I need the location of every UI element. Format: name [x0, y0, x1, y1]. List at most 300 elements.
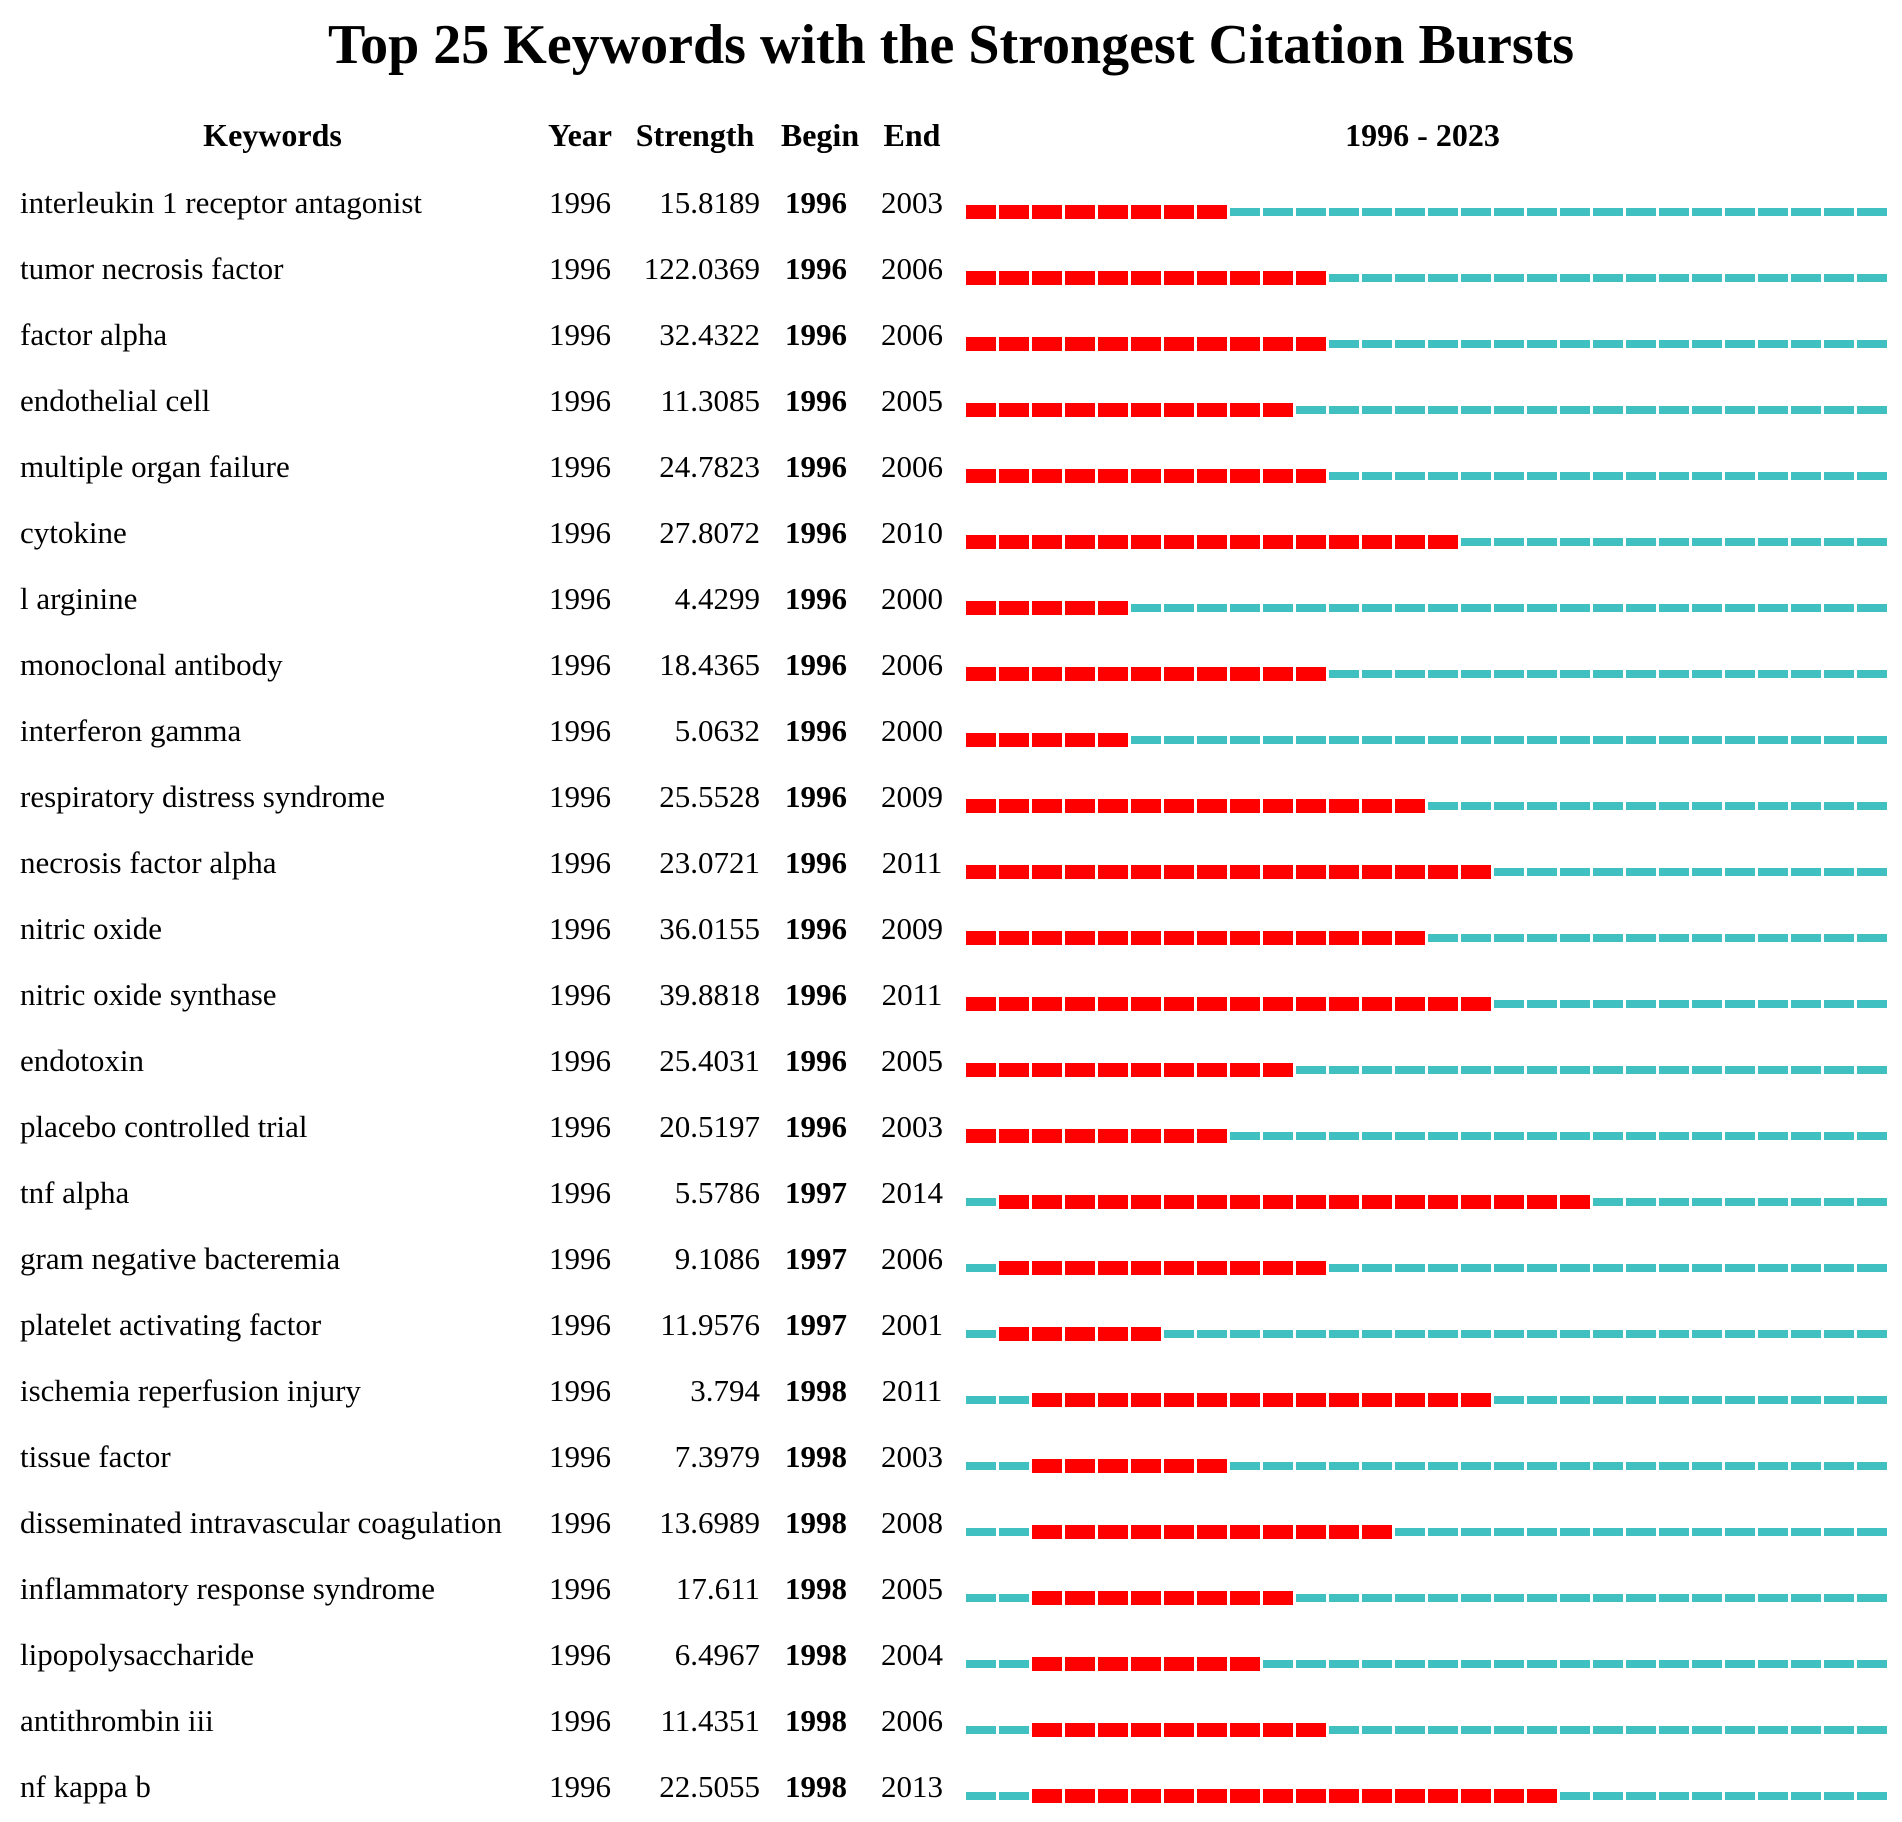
baseline-segment [1593, 1198, 1623, 1206]
strength-cell: 3.794 [690, 1373, 760, 1408]
baseline-segment [1296, 208, 1326, 216]
burst-segment [1131, 205, 1161, 219]
baseline-segment [1593, 604, 1623, 612]
year-cell: 1996 [549, 1109, 611, 1144]
baseline-segment [1461, 1528, 1491, 1536]
table-row [0, 1226, 1902, 1292]
baseline-segment [1824, 802, 1854, 810]
burst-segment [1461, 1789, 1491, 1803]
timeline-svg [0, 1556, 1902, 1622]
burst-segment [1560, 1195, 1590, 1209]
baseline-segment [1197, 604, 1227, 612]
year-cell: 1996 [549, 317, 611, 352]
baseline-segment [1692, 406, 1722, 414]
baseline-segment [1560, 868, 1590, 876]
strength-cell: 7.3979 [674, 1439, 760, 1474]
burst-segment [1263, 799, 1293, 813]
baseline-segment [1362, 1726, 1392, 1734]
burst-segment [1065, 601, 1095, 615]
burst-segment [1230, 799, 1260, 813]
baseline-segment [1824, 1594, 1854, 1602]
burst-segment [999, 535, 1029, 549]
burst-segment [1065, 1459, 1095, 1473]
burst-segment [1131, 667, 1161, 681]
begin-cell: 1998 [785, 1373, 847, 1408]
keyword-cell: necrosis factor alpha [20, 845, 277, 880]
baseline-segment [1791, 1462, 1821, 1470]
baseline-segment [1230, 604, 1260, 612]
burst-segment [1197, 1723, 1227, 1737]
baseline-segment [1329, 1330, 1359, 1338]
baseline-segment [1692, 1264, 1722, 1272]
table-row [0, 764, 1902, 830]
baseline-segment [1626, 208, 1656, 216]
baseline-segment [1593, 208, 1623, 216]
burst-segment [1263, 865, 1293, 879]
year-cell: 1996 [549, 845, 611, 880]
burst-segment [1098, 535, 1128, 549]
burst-segment [1098, 799, 1128, 813]
table-row [0, 1688, 1902, 1754]
burst-segment [1164, 1261, 1194, 1275]
keyword-cell: inflammatory response syndrome [20, 1571, 435, 1606]
end-cell: 2003 [881, 1439, 943, 1474]
burst-segment [1197, 667, 1227, 681]
burst-segment [1131, 1327, 1161, 1341]
baseline-segment [1758, 1594, 1788, 1602]
baseline-segment [1164, 604, 1194, 612]
baseline-segment [1692, 736, 1722, 744]
keyword-cell: multiple organ failure [20, 449, 290, 484]
burst-segment [1032, 865, 1062, 879]
baseline-segment [1791, 1198, 1821, 1206]
baseline-segment [1527, 1726, 1557, 1734]
strength-cell: 11.9576 [660, 1307, 760, 1342]
baseline-segment [1296, 1132, 1326, 1140]
burst-segment [1164, 205, 1194, 219]
baseline-segment [1461, 736, 1491, 744]
keyword-cell: monoclonal antibody [20, 647, 283, 682]
baseline-segment [1791, 472, 1821, 480]
burst-segment [1032, 403, 1062, 417]
begin-cell: 1998 [785, 1637, 847, 1672]
burst-segment [1362, 931, 1392, 945]
baseline-segment [966, 1330, 996, 1338]
baseline-segment [1659, 1396, 1689, 1404]
begin-cell: 1998 [785, 1571, 847, 1606]
baseline-segment [1560, 1066, 1590, 1074]
baseline-segment [1626, 604, 1656, 612]
baseline-segment [1758, 1000, 1788, 1008]
strength-cell: 39.8818 [659, 977, 760, 1012]
baseline-segment [1692, 1066, 1722, 1074]
baseline-segment [1395, 1528, 1425, 1536]
year-cell: 1996 [549, 449, 611, 484]
baseline-segment [1560, 1726, 1590, 1734]
baseline-segment [1725, 1066, 1755, 1074]
baseline-segment [1494, 670, 1524, 678]
baseline-segment [1395, 406, 1425, 414]
baseline-segment [1692, 1396, 1722, 1404]
burst-segment [1164, 1723, 1194, 1737]
strength-cell: 6.4967 [674, 1637, 760, 1672]
baseline-segment [1461, 208, 1491, 216]
baseline-segment [1329, 1660, 1359, 1668]
burst-segment [999, 337, 1029, 351]
baseline-segment [1428, 1462, 1458, 1470]
baseline-segment [1725, 604, 1755, 612]
burst-segment [1527, 1789, 1557, 1803]
year-cell: 1996 [549, 251, 611, 286]
baseline-segment [1494, 1330, 1524, 1338]
burst-segment [1230, 931, 1260, 945]
baseline-segment [1692, 1792, 1722, 1800]
burst-segment [1065, 1063, 1095, 1077]
baseline-segment [1395, 1594, 1425, 1602]
burst-timeline [0, 698, 1902, 764]
burst-segment [1230, 535, 1260, 549]
baseline-segment [1560, 472, 1590, 480]
baseline-segment [1461, 1132, 1491, 1140]
baseline-segment [1428, 934, 1458, 942]
year-cell: 1996 [549, 1307, 611, 1342]
burst-segment [1197, 469, 1227, 483]
burst-segment [1098, 931, 1128, 945]
baseline-segment [1659, 340, 1689, 348]
baseline-segment [1692, 802, 1722, 810]
baseline-segment [1758, 1726, 1788, 1734]
year-cell: 1996 [549, 779, 611, 814]
year-cell: 1996 [549, 1439, 611, 1474]
baseline-segment [1659, 736, 1689, 744]
baseline-segment [1791, 406, 1821, 414]
baseline-segment [1395, 1330, 1425, 1338]
baseline-segment [1857, 1726, 1887, 1734]
year-cell: 1996 [549, 185, 611, 220]
burst-segment [1131, 1591, 1161, 1605]
begin-cell: 1996 [785, 581, 847, 616]
baseline-segment [1857, 1066, 1887, 1074]
end-cell: 2006 [881, 317, 943, 352]
baseline-segment [1428, 208, 1458, 216]
burst-segment [1164, 931, 1194, 945]
burst-segment [1395, 865, 1425, 879]
baseline-segment [1560, 604, 1590, 612]
burst-segment [1461, 997, 1491, 1011]
baseline-segment [1824, 1000, 1854, 1008]
burst-segment [999, 403, 1029, 417]
baseline-segment [1725, 1726, 1755, 1734]
burst-segment [1065, 1657, 1095, 1671]
burst-segment [999, 1063, 1029, 1077]
timeline-svg [0, 1424, 1902, 1490]
end-cell: 2013 [881, 1769, 943, 1804]
burst-timeline [0, 1292, 1902, 1358]
baseline-segment [1659, 1264, 1689, 1272]
baseline-segment [1494, 1000, 1524, 1008]
baseline-segment [1626, 1396, 1656, 1404]
baseline-segment [1626, 538, 1656, 546]
burst-segment [1065, 733, 1095, 747]
burst-segment [1296, 1723, 1326, 1737]
baseline-segment [1296, 736, 1326, 744]
burst-timeline [0, 1556, 1902, 1622]
burst-segment [1296, 535, 1326, 549]
end-cell: 2006 [881, 449, 943, 484]
baseline-segment [1593, 1660, 1623, 1668]
burst-segment [1230, 1525, 1260, 1539]
year-cell: 1996 [549, 713, 611, 748]
baseline-segment [1857, 1462, 1887, 1470]
burst-segment [1527, 1195, 1557, 1209]
baseline-segment [1329, 736, 1359, 744]
baseline-segment [1626, 340, 1656, 348]
burst-segment [966, 205, 996, 219]
burst-segment [1065, 205, 1095, 219]
baseline-segment [1725, 538, 1755, 546]
baseline-segment [1626, 736, 1656, 744]
baseline-segment [1857, 1330, 1887, 1338]
baseline-segment [1461, 1462, 1491, 1470]
burst-segment [966, 469, 996, 483]
baseline-segment [1725, 934, 1755, 942]
burst-segment [1164, 799, 1194, 813]
burst-segment [1164, 469, 1194, 483]
baseline-segment [1659, 1792, 1689, 1800]
baseline-segment [1527, 1330, 1557, 1338]
timeline-svg [0, 962, 1902, 1028]
keyword-cell: cytokine [20, 515, 127, 550]
baseline-segment [1230, 1330, 1260, 1338]
table-row [0, 1754, 1902, 1820]
baseline-segment [1428, 604, 1458, 612]
baseline-segment [1791, 1132, 1821, 1140]
baseline-segment [1494, 406, 1524, 414]
burst-segment [1032, 337, 1062, 351]
burst-segment [966, 733, 996, 747]
baseline-segment [1329, 670, 1359, 678]
baseline-segment [1329, 208, 1359, 216]
baseline-segment [1758, 1396, 1788, 1404]
burst-segment [1494, 1195, 1524, 1209]
burst-segment [1230, 997, 1260, 1011]
baseline-segment [1362, 1066, 1392, 1074]
burst-segment [1098, 403, 1128, 417]
burst-segment [1065, 271, 1095, 285]
baseline-segment [1230, 208, 1260, 216]
baseline-segment [1857, 340, 1887, 348]
baseline-segment [1593, 1066, 1623, 1074]
baseline-segment [1494, 538, 1524, 546]
burst-segment [1131, 799, 1161, 813]
strength-cell: 32.4322 [659, 317, 760, 352]
burst-segment [1164, 997, 1194, 1011]
table-row [0, 1028, 1902, 1094]
baseline-segment [1428, 1264, 1458, 1272]
baseline-segment [1263, 208, 1293, 216]
burst-segment [1230, 1261, 1260, 1275]
burst-segment [1296, 799, 1326, 813]
baseline-segment [1857, 1594, 1887, 1602]
burst-segment [1098, 1393, 1128, 1407]
burst-segment [1032, 667, 1062, 681]
burst-segment [1131, 1525, 1161, 1539]
burst-segment [1197, 205, 1227, 219]
begin-cell: 1998 [785, 1505, 847, 1540]
baseline-segment [1659, 1660, 1689, 1668]
burst-segment [1197, 1591, 1227, 1605]
baseline-segment [1593, 274, 1623, 282]
baseline-segment [1791, 274, 1821, 282]
baseline-segment [1758, 1660, 1788, 1668]
baseline-segment [1791, 1396, 1821, 1404]
table-row [0, 302, 1902, 368]
end-cell: 2000 [881, 581, 943, 616]
baseline-segment [999, 1528, 1029, 1536]
baseline-segment [1494, 1132, 1524, 1140]
strength-cell: 15.8189 [659, 185, 760, 220]
burst-segment [1164, 1129, 1194, 1143]
baseline-segment [1857, 1528, 1887, 1536]
burst-segment [1032, 271, 1062, 285]
baseline-segment [966, 1528, 996, 1536]
end-cell: 2003 [881, 185, 943, 220]
baseline-segment [1527, 1462, 1557, 1470]
keyword-cell: factor alpha [20, 317, 168, 352]
baseline-segment [1560, 340, 1590, 348]
baseline-segment [1626, 1660, 1656, 1668]
baseline-segment [1758, 1462, 1788, 1470]
end-cell: 2006 [881, 1241, 943, 1276]
header-year: Year [548, 117, 612, 153]
baseline-segment [1725, 802, 1755, 810]
burst-segment [1032, 1723, 1062, 1737]
baseline-segment [1329, 1066, 1359, 1074]
baseline-segment [1362, 604, 1392, 612]
baseline-segment [1461, 274, 1491, 282]
baseline-segment [1725, 472, 1755, 480]
burst-segment [1164, 403, 1194, 417]
burst-segment [1131, 997, 1161, 1011]
burst-segment [999, 799, 1029, 813]
end-cell: 2003 [881, 1109, 943, 1144]
burst-segment [1395, 1393, 1425, 1407]
end-cell: 2000 [881, 713, 943, 748]
burst-segment [1032, 469, 1062, 483]
begin-cell: 1996 [785, 647, 847, 682]
burst-segment [1164, 865, 1194, 879]
baseline-segment [1560, 802, 1590, 810]
burst-segment [1065, 997, 1095, 1011]
burst-segment [1197, 1393, 1227, 1407]
baseline-segment [1857, 1132, 1887, 1140]
baseline-segment [1527, 934, 1557, 942]
strength-cell: 36.0155 [659, 911, 760, 946]
burst-segment [1065, 931, 1095, 945]
burst-segment [1230, 667, 1260, 681]
header-begin: Begin [780, 117, 860, 153]
baseline-segment [1296, 1660, 1326, 1668]
burst-segment [1428, 997, 1458, 1011]
keyword-cell: lipopolysaccharide [20, 1637, 255, 1672]
end-cell: 2001 [881, 1307, 943, 1342]
baseline-segment [1857, 274, 1887, 282]
baseline-segment [1560, 406, 1590, 414]
baseline-segment [1395, 1726, 1425, 1734]
burst-segment [1032, 1789, 1062, 1803]
baseline-segment [1626, 1330, 1656, 1338]
baseline-segment [1494, 1462, 1524, 1470]
keyword-cell: endothelial cell [20, 383, 211, 418]
burst-segment [1164, 1195, 1194, 1209]
burst-segment [1230, 865, 1260, 879]
year-cell: 1996 [549, 1241, 611, 1276]
baseline-segment [1659, 1462, 1689, 1470]
baseline-segment [1725, 1594, 1755, 1602]
baseline-segment [999, 1594, 1029, 1602]
baseline-segment [1692, 472, 1722, 480]
baseline-segment [1461, 1066, 1491, 1074]
baseline-segment [1428, 1594, 1458, 1602]
keyword-cell: placebo controlled trial [20, 1109, 308, 1144]
year-cell: 1996 [549, 1505, 611, 1540]
baseline-segment [1263, 1462, 1293, 1470]
chart-title: Top 25 Keywords with the Strongest Citation Bursts [327, 14, 1575, 76]
burst-segment [1395, 931, 1425, 945]
timeline-svg [0, 764, 1902, 830]
burst-timeline [0, 302, 1902, 368]
burst-segment [1131, 535, 1161, 549]
year-cell: 1996 [549, 383, 611, 418]
burst-segment [1197, 799, 1227, 813]
begin-cell: 1996 [785, 317, 847, 352]
baseline-segment [1362, 1264, 1392, 1272]
baseline-segment [1758, 802, 1788, 810]
burst-segment [1428, 1195, 1458, 1209]
burst-segment [999, 997, 1029, 1011]
burst-segment [1032, 1063, 1062, 1077]
table-row [0, 566, 1902, 632]
burst-segment [1263, 667, 1293, 681]
burst-segment [1230, 1063, 1260, 1077]
baseline-segment [1758, 340, 1788, 348]
baseline-segment [1263, 1330, 1293, 1338]
baseline-segment [1494, 208, 1524, 216]
burst-timeline [0, 830, 1902, 896]
begin-cell: 1997 [785, 1175, 847, 1210]
baseline-segment [1164, 736, 1194, 744]
baseline-segment [999, 1462, 1029, 1470]
burst-segment [1428, 865, 1458, 879]
baseline-segment [1560, 1264, 1590, 1272]
begin-cell: 1996 [785, 1109, 847, 1144]
end-cell: 2011 [881, 1373, 943, 1408]
burst-segment [1164, 1591, 1194, 1605]
year-cell: 1996 [549, 1571, 611, 1606]
baseline-segment [1857, 604, 1887, 612]
burst-segment [966, 271, 996, 285]
header-range: 1996 - 2023 [1345, 117, 1500, 153]
burst-segment [1131, 403, 1161, 417]
baseline-segment [1593, 538, 1623, 546]
burst-segment [1230, 403, 1260, 417]
baseline-segment [1461, 934, 1491, 942]
baseline-segment [1824, 1264, 1854, 1272]
timeline-svg [0, 500, 1902, 566]
table-row [0, 1424, 1902, 1490]
burst-segment [1098, 205, 1128, 219]
burst-segment [1131, 1063, 1161, 1077]
